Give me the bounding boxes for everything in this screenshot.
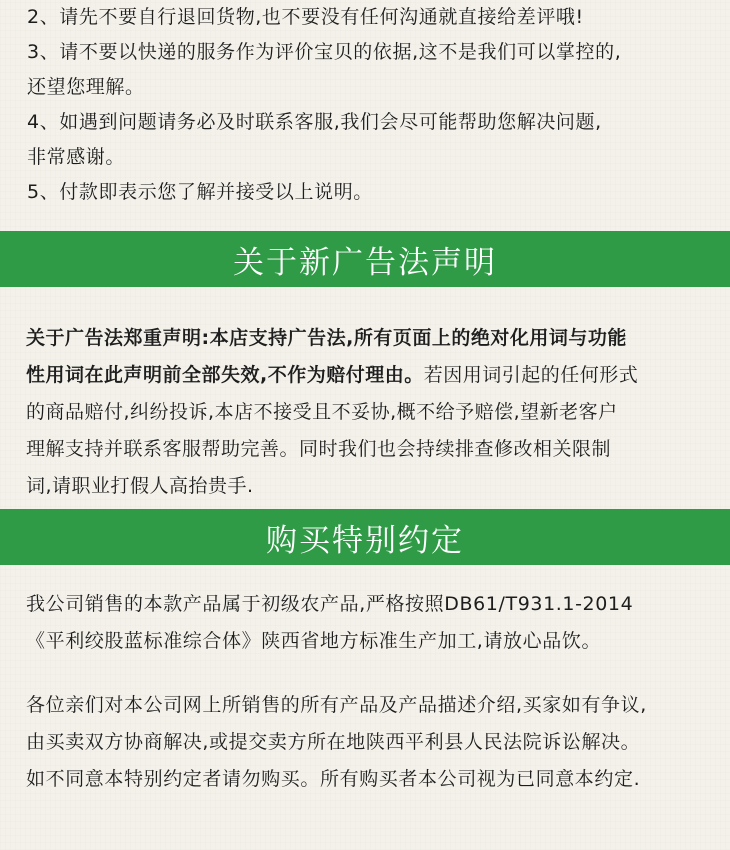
ad-law-statement (0, 320, 730, 505)
statement-normal: 的商品赔付,纠纷投诉,本店不接受且不妥协,概不给予赔偿,望新老客户 (26, 401, 618, 423)
statement-line (26, 431, 712, 468)
return-policy-notes (0, 0, 730, 210)
agreement-line: 由买卖双方协商解决,或提交卖方所在地陕西平利县人民法院诉讼解决。 (26, 731, 641, 753)
statement-normal: 词,请职业打假人高抬贵手. (26, 475, 254, 497)
purchase-agreement-banner (0, 509, 730, 565)
policy-line: 3、请不要以快递的服务作为评价宝贝的依据,这不是我们可以掌控的, (27, 41, 622, 63)
statement-line (26, 357, 712, 394)
agreement-line: 《平利绞股蓝标准综合体》陕西省地方标准生产加工,请放心品饮。 (26, 630, 602, 652)
agreement-line: 各位亲们对本公司网上所销售的所有产品及产品描述介绍,买家如有争议, (26, 694, 647, 716)
policy-line: 5、付款即表示您了解并接受以上说明。 (27, 181, 373, 203)
ad-law-banner (0, 231, 730, 287)
policy-line: 4、如遇到问题请务必及时联系客服,我们会尽可能帮助您解决问题, (27, 111, 602, 133)
ad-law-title: 关于新广告法声明 (233, 244, 497, 281)
purchase-agreement-title: 购买特别约定 (266, 522, 464, 559)
policy-line: 2、请先不要自行退回货物,也不要没有任何沟通就直接给差评哦! (27, 6, 584, 28)
policy-line: 还望您理解。 (27, 76, 145, 98)
statement-bold: 性用词在此声明前全部失效,不作为赔付理由。 (26, 364, 424, 386)
policy-line: 非常感谢。 (27, 146, 126, 168)
statement-normal: 若因用词引起的任何形式 (423, 364, 639, 386)
statement-line (26, 468, 712, 505)
statement-normal: 理解支持并联系客服帮助完善。同时我们也会持续排查修改相关限制 (26, 438, 612, 460)
agreement-line: 如不同意本特别约定者请勿购买。所有购买者本公司视为已同意本约定. (26, 768, 641, 790)
statement-line (26, 320, 712, 357)
paragraph-gap (26, 660, 712, 687)
statement-bold: 关于广告法郑重声明:本店支持广告法,所有页面上的绝对化用词与功能 (26, 327, 627, 349)
agreement-line: 我公司销售的本款产品属于初级农产品,严格按照DB61/T931.1-2014 (26, 593, 634, 615)
purchase-agreement-text (0, 586, 730, 798)
statement-line (26, 394, 712, 431)
